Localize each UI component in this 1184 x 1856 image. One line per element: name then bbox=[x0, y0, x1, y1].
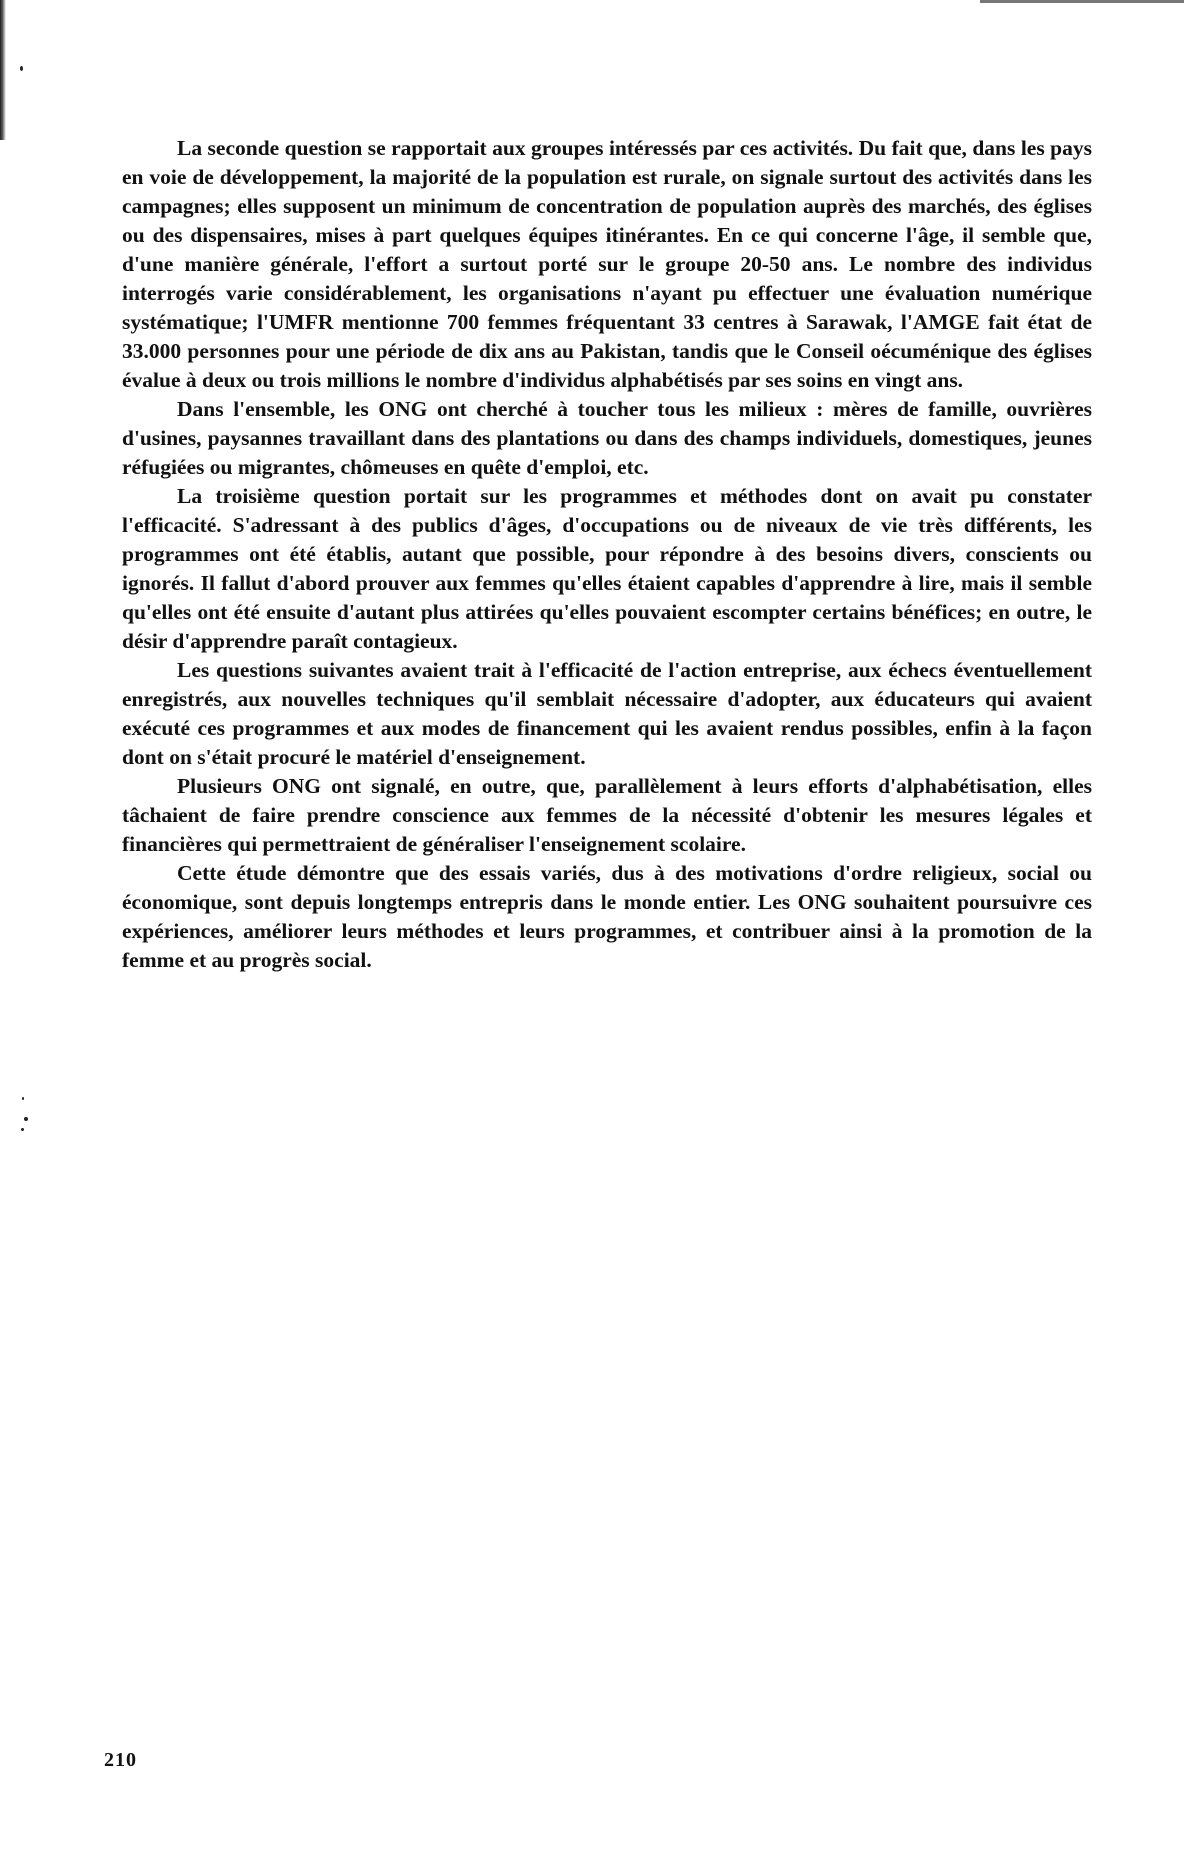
paragraph: Cette étude démontre que des essais variés, dus à des motivations d'ordre religieux, social ou économique, sont depuis longtemps entrepris dans le monde entier. Les ONG souhaitent poursuivre ces expériences, améliorer leurs méthodes et leurs programmes, et contribuer ainsi à la promotion de la femme et au progrès social. bbox=[122, 861, 1092, 972]
scan-speck bbox=[22, 1097, 24, 1100]
scan-speck bbox=[20, 66, 23, 71]
paragraph: La troisième question portait sur les programmes et méthodes dont on avait pu constater l'efficacité. S'adressant à des publics d'âges, d'occupations ou de niveaux de vie très différents, les programmes ont été établis, autant que possible, pour répondre à des besoins divers, conscients ou ignorés. Il fallut d'abord prouver aux femmes qu'elles étaient capables d'apprendre à lire, mais il semble qu'elles ont été ensuite d'autant plus attirées qu'elles pouvaient escompter certains bénéfices; en outre, le désir d'apprendre paraît contagieux. bbox=[122, 484, 1092, 653]
paragraph: La seconde question se rapportait aux groupes intéressés par ces activités. Du fait que, dans les pays en voie de développement, la majorité de la population est rurale, on signale surtout des activités dans les campagnes; elles supposent un minimum de concentration de population auprès des marchés, des églises ou des dispensaires, mises à part quelques équipes itinérantes. En ce qui concerne l'âge, il semble que, d'une manière générale, l'effort a surtout porté sur le groupe 20-50 ans. Le nombre des individus interrogés varie considérablement, les organisations n'ayant pu effectuer une évaluation numérique systématique; l'UMFR mentionne 700 femmes fréquentant 33 centres à Sarawak, l'AMGE fait état de 33.000 personnes pour une période de dix ans au Pakistan, tandis que le Conseil oécuménique des églises évalue à deux ou trois millions le nombre d'individus alphabétisés par ses soins en vingt ans. bbox=[122, 136, 1092, 392]
paragraph: Plusieurs ONG ont signalé, en outre, que, parallèlement à leurs efforts d'alphabétisation, elles tâchaient de faire prendre conscience aux femmes de la nécessité d'obtenir les mesures légales et financières qui permettraient de généraliser l'enseignement scolaire. bbox=[122, 774, 1092, 856]
scan-edge-left bbox=[0, 0, 6, 140]
page-number: 210 bbox=[104, 1749, 137, 1771]
scan-speck bbox=[24, 1117, 28, 1121]
scan-speck bbox=[21, 1128, 24, 1131]
document-body bbox=[122, 134, 1092, 975]
paragraph: Dans l'ensemble, les ONG ont cherché à toucher tous les milieux : mères de famille, ouvrières d'usines, paysannes travaillant dans des plantations ou dans des champs individuels, domestiques, jeunes réfugiées ou migrantes, chômeuses en quête d'emploi, etc. bbox=[122, 397, 1092, 479]
paragraph: Les questions suivantes avaient trait à l'efficacité de l'action entreprise, aux échecs éventuellement enregistrés, aux nouvelles techniques qu'il semblait nécessaire d'adopter, aux éducateurs qui avaient exécuté ces programmes et aux modes de financement qui les avaient rendus possibles, enfin à la façon dont on s'était procuré le matériel d'enseignement. bbox=[122, 658, 1092, 769]
scan-edge-top bbox=[980, 0, 1184, 3]
